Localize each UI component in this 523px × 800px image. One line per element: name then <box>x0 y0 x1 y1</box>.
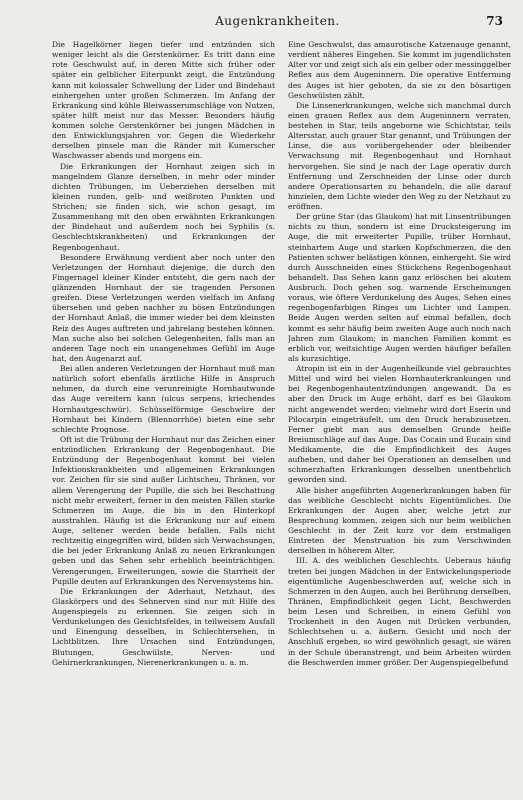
page-header <box>52 14 503 34</box>
running-title: Augenkrankheiten. <box>215 14 340 28</box>
page-number: 73 <box>486 14 503 28</box>
paragraph: Die Hagelkörner liegen tiefer und entzünden sich weniger leicht als die Gerstenkörner. Es tritt dann eine rote Geschwulst auf, in deren Mitte sich früher oder später ein gelblicher Eiterpunkt zeigt, die Entzündung kann mit kolossaler Schwellung der Lider und Bindehaut einhergehen unter großen Schmerzen. Im Anfang der Erkrankung sind kühle Bleiwasserumschläge von Nutzen, später hilft meist nur das Messer. Besonders häufig kommen solche Gerstenkörner bei jungen Mädchen in den Entwicklungsjahren vor. Gegen die Wiederkehr derselben pinsele man die Ränder mit Kumerscher Waschwasser abends und morgens ein. <box>52 40 275 161</box>
paragraph: Atropin ist ein in der Augenheilkunde viel gebrauchtes Mittel und wird bei vielen Hornhauterkrankungen und bei Regenbogenhautentzündungen angewandt. Da es aber den Druck im Auge erhöht, darf es bei Glaukom nicht angewendet werden; vielmehr wird dort Eserin und Pilocarpin eingeträufelt, um den Druck herabzusetzen. Ferner giebt man aus demselben Grunde heiße Breiumschläge auf das Auge. Das Cocain und Eucain sind Medikamente, die die Empfindlichkeit des Auges aufheben, und daher bei Operationen an demselben und schmerzhaften Erkrankungen desselben unentbehrlich geworden sind. <box>288 364 511 485</box>
paragraph: Oft ist die Trübung der Hornhaut nur das Zeichen einer entzündlichen Erkrankung der Regenbogenhaut. Die Entzündung der Regenbogenhaut kommt bei vielen Infektionskrankheiten und allgemeinen Erkrankungen vor. Zeichen für sie sind außer Lichtscheu, Thränen, vor allem Verengerung der Pupille, die sich bei Beschattung nicht mehr erweitert, ferner in den meisten Fällen starke Schmerzen im Auge, die bis in den Hinterkopf ausstrahlen. Häufig ist die Erkrankung nur auf einem Auge, seltener werden beide befallen. Falls nicht rechtzeitig eingegriffen wird, bilden sich Verwachsungen, die bei jeder Erkrankung Anlaß zu neuen Erkrankungen geben und das Sehen sehr erheblich beeinträchtigen. Verengerungen, Erweiterungen, sowie die Starrheit der Pupille deuten auf Erkrankungen des Nervensystems hin. <box>52 434 275 586</box>
left-column <box>52 40 275 792</box>
paragraph: Besondere Erwähnung verdient aber noch unter den Verletzungen der Hornhaut diejenige, die durch den Fingernagel kleiner Kinder entsteht, die gern nach der glänzenden Hornhaut der sie tragenden Personen greifen. Diese Verletzungen werden vielfach im Anfang übersehen und geben nachher zu bösen Entzündungen der Hornhaut Anlaß, die immer wieder bei dem kleinsten Reiz des Auges auftreten und jahrelang bestehen können. Man suche also bei solchen Gelegenheiten, falls man an anderen Tage noch ein unangenehmes Gefühl im Auge hat, den Augenarzt auf. <box>52 252 275 363</box>
paragraph: Die Erkrankungen der Aderhaut, Netzhaut, des Glaskörpers und des Sehnerven sind nur mit Hilfe des Augenspiegels zu erkennen. Sie zeigen sich in Verdunkelungen des Gesichtsfeldes, in teilweisem Ausfall und Einengung desselben, in Schlechtersehen, in Lichtblitzen. Ihre Ursachen sind Entzündungen, Blutungen, Geschwülste, Nerven- und Gehirnerkrankungen, Nierenerkrankungen u. a. m. <box>52 586 275 667</box>
right-column <box>288 40 511 792</box>
paragraph: Alle bisher angeführten Augenerkrankungen haben für das weibliche Geschlecht nichts Eigentümliches. Die Erkrankungen der Augen aber, welche jetzt zur Besprechung kommen, zeigen sich nur beim weiblichen Geschlecht in der Zeit kurz vor dem erstmaligen Eintreten der Menstruation bis zum Verschwinden derselben in höherem Alter. <box>288 485 511 556</box>
paragraph: Die Erkrankungen der Hornhaut zeigen sich in mangelndem Glanze derselben, in mehr oder minder dichten Trübungen, im Ueberziehen derselben mit kleinen runden, gelb- und weißroten Punkten und Strichen; sie finden sich, wie schon gesagt, im Zusammenhang mit den oben erwähnten Erkrankungen der Bindehaut und außerdem noch bei Syphilis (s. Geschlechtskrankheiten) und Erkrankungen der Regenbogenhaut. <box>52 161 275 252</box>
paragraph: Der grüne Star (das Glaukom) hat mit Linsentrübungen nichts zu thun, sondern ist eine Drucksteigerung im Auge, die mit erweiterter Pupille, trüber Hornhaut, steinhartem Auge und starken Kopfschmerzen, die den Patienten schwer belästigen können, einhergeht. Sie wird durch Ausschneiden eines Stückchens Regenbogenhaut behandelt. Das Sehen kann ganz erlöschen bei akutem Ausbruch. Doch gehen sog. warnende Erscheinungen voraus, wie öftere Verdunkelung des Auges, Sehen eines regenbogenfarbigen Ringes um Lichter und Lampen. Beide Augen werden selten auf einmal befallen, doch kommt es sehr häufig beim zweiten Auge auch noch nach Jahren zum Glaukom; in manchen Familien kommt es erblich vor, weitsichtige Augen werden häufiger befallen als kurzsichtige. <box>288 212 511 363</box>
paragraph: Eine Geschwulst, das amaurotische Katzenauge genannt, verdient näheres Eingehen. Sie kommt im jugendlichsten Alter vor und zeigt sich als ein gelber oder messinggelber Reflex aus dem Augeninnern. Die operative Entfernung des Auges ist hier geboten, da sie zu den bösartigen Geschwülsten zählt. <box>288 40 511 100</box>
text-columns <box>52 40 511 792</box>
paragraph: III. A. des weiblichen Geschlechts. Ueberaus häufig treten bei jungen Mädchen in der Entwickelungsperiode eigentümliche Augenbeschwerden auf, welche sich in Schmerzen in den Augen, auch bei Berührung derselben, Thränen, Empfindlichkeit gegen Licht, Beschwerden beim Lesen und Schreiben, in einem Gefühl von Trockenheit in den Augen mit Drücken verbunden, Schlechtsehen u. a. äußern. Gesicht und noch der Anschluß ergeben, so wird gewöhnlich gesagt, sie wären in der Schule überanstrengt, und beim Arbeiten würden die Beschwerden immer größer. Der Augenspiegelbefund <box>288 556 511 667</box>
paragraph: Die Linsenerkrankungen, welche sich manchmal durch einen grauen Reflex aus dem Augeninnern verraten, bestehen in Star, teils angeborne wie Schichtstar, teils Altersstar, auch grauer Star genannt, und Trübungen der Linse, die aus vorübergehender oder bleibender Verwachsung mit Regenbogenhaut und Hornhaut hervorgehen. Sie sind je nach der Lage operativ durch Entfernung und Zerschneiden der Linse oder durch andere Operationsarten zu behandeln, die alle darauf hinzielen, dem Lichte wieder den Weg zu der Netzhaut zu eröffnen. <box>288 100 511 211</box>
paragraph: Bei allen anderen Verletzungen der Hornhaut muß man natürlich sofort ebenfalls ärztliche Hilfe in Anspruch nehmen, da durch eine verunreinigte Hornhautwunde das Auge vereitern kann (ulcus serpens, kriechendes Hornhautgeschwür). Schüsselförmige Geschwüre der Hornhaut bei Kindern (Blennorrhöe) bieten eine sehr schlechte Prognose. <box>52 364 275 434</box>
